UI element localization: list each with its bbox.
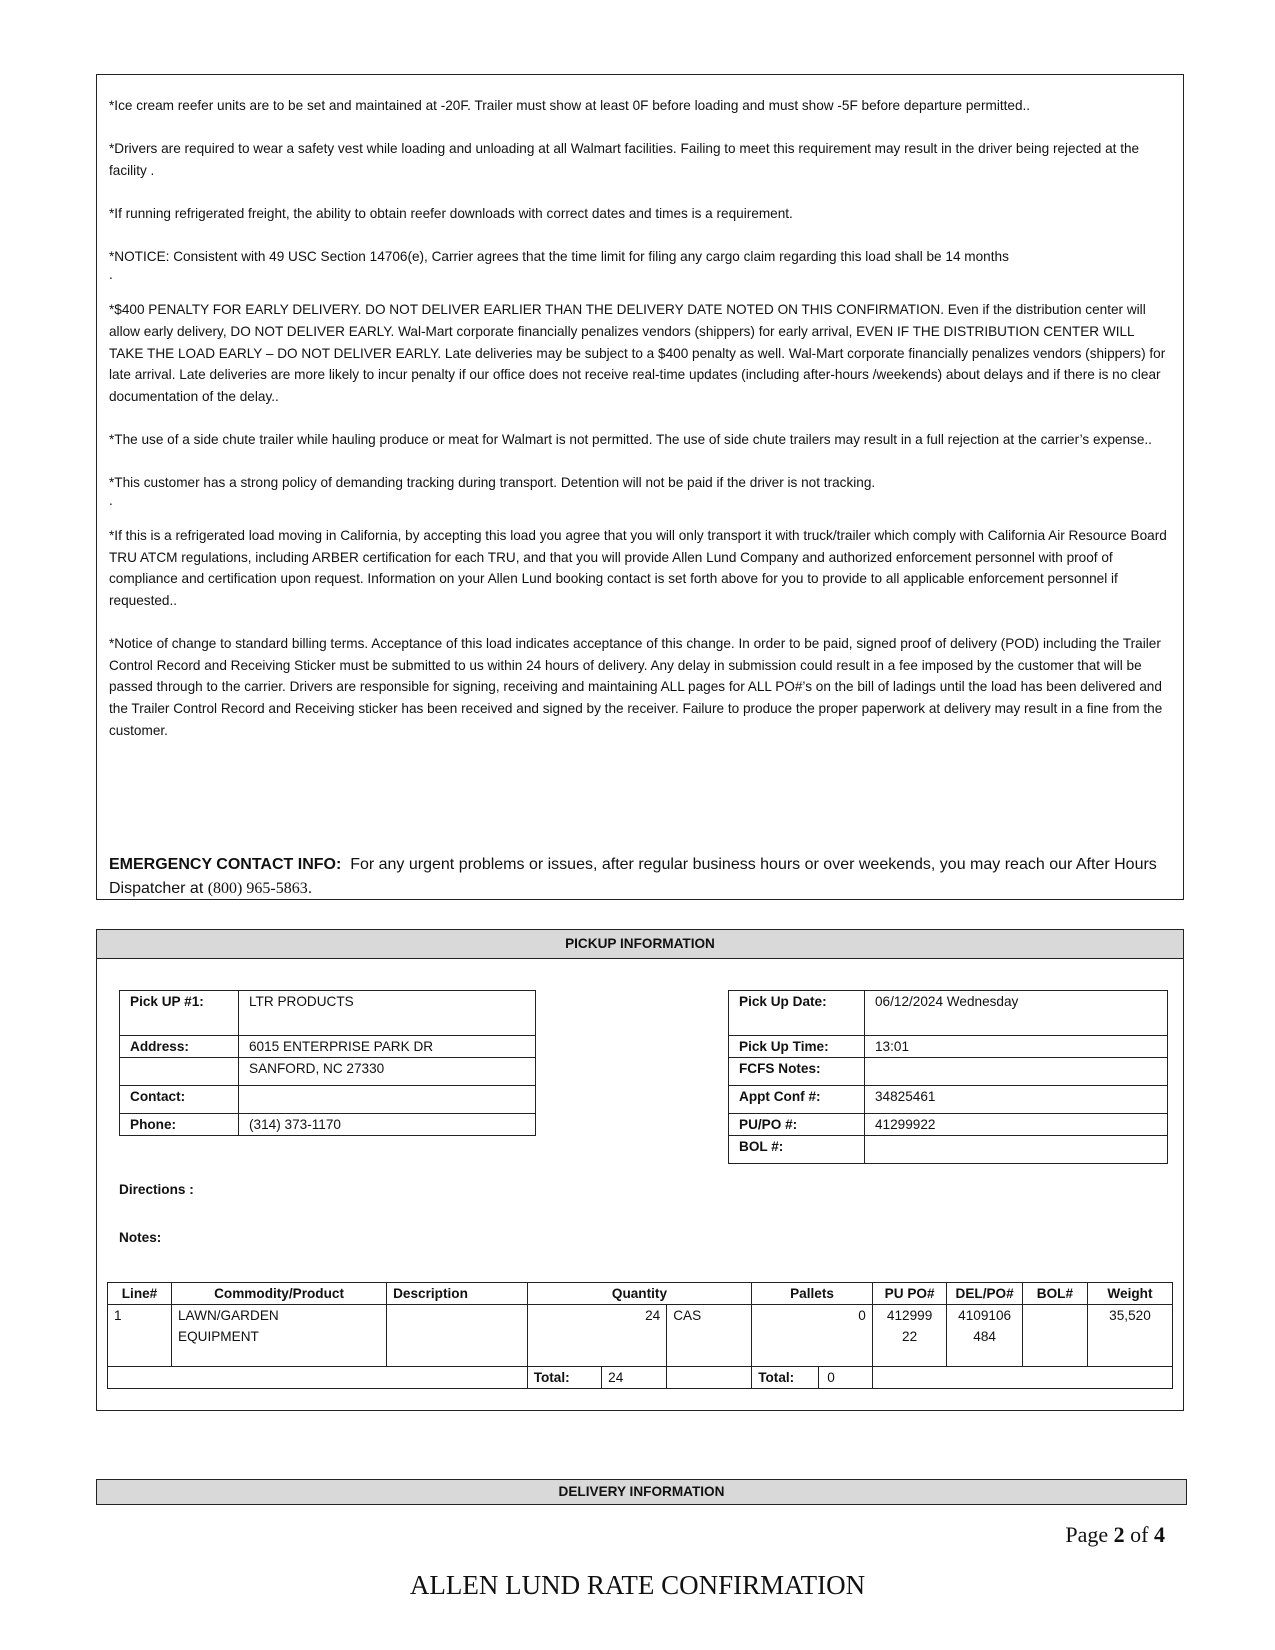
pallet-total xyxy=(752,1367,873,1389)
pickup-location-table xyxy=(119,990,536,1136)
bol-value xyxy=(865,1136,1168,1164)
notice-text: *Drivers are required to wear a safety vest while loading and unloading at all Walmart facilities. Failing to meet this requirement may result in the driver being rejected at the facility . xyxy=(109,141,1140,178)
notice-paragraph xyxy=(109,246,1171,289)
emergency-contact xyxy=(109,853,1169,901)
notice-text: *Ice cream reefer units are to be set and maintained at -20F. Trailer must show at least 0F before loading and must show -5F before departure permitted.. xyxy=(109,98,1031,113)
item-description xyxy=(387,1305,528,1367)
item-pu-po xyxy=(872,1305,946,1367)
notice-paragraph xyxy=(109,95,1171,117)
commodity-header-row xyxy=(108,1283,1173,1305)
notice-text: *If running refrigerated freight, the ability to obtain reefer downloads with correct dates and times is a requirement. xyxy=(109,205,793,221)
totals-row xyxy=(108,1367,1173,1389)
totals-blank xyxy=(108,1367,528,1389)
notice-paragraph xyxy=(109,472,1171,515)
pallet-total-label: Total: xyxy=(752,1367,819,1388)
page-total: 4 xyxy=(1154,1522,1165,1547)
contact-label: Contact: xyxy=(120,1086,239,1114)
notice-text: *Notice of change to standard billing terms. Acceptance of this load indicates acceptance of this change. In order to be paid, signed proof of delivery (POD) including the Trailer Control Record and Receiving Sticker must be submitted to us within 24 hours of delivery. Any delay in submission could result in a fee imposed by the customer that will be passed through to the carrier. Drivers are responsible for signing, receiving and maintaining ALL pages for ALL PO#’s on the bill of ladings until the load has been delivered and the Trailer Control Record and Receiving sticker has been received and signed by the receiver. Failure to produce the proper paperwork at delivery may result in a fine from the customer. xyxy=(109,636,1163,738)
item-quantity: 24 xyxy=(527,1305,667,1367)
col-commodity: Commodity/Product xyxy=(172,1283,387,1305)
pickup-section xyxy=(96,929,1184,1411)
page-of: of xyxy=(1130,1522,1149,1547)
emergency-end: . xyxy=(307,880,313,897)
col-description: Description xyxy=(387,1283,528,1305)
notice-trailing-dot: . xyxy=(109,492,113,508)
item-bol xyxy=(1022,1305,1087,1367)
col-pu-po: PU PO# xyxy=(872,1283,946,1305)
pickup-time-value: 13:01 xyxy=(865,1036,1168,1058)
pallet-total-value: 0 xyxy=(827,1370,835,1385)
notice-text: *If this is a refrigerated load moving in California, by accepting this load you agree that you will only transport it with truck/trailer which comply with California Air Resource Board TRU ATCM regulations, including ARBER certification for each TRU, and that you will provide Allen Lund Company and authorized enforcement personnel with proof of compliance and certification upon request. Information on your Allen Lund booking contact is set forth above for you to provide to all applicable enforcement personnel if requested.. xyxy=(109,528,1167,609)
directions-label: Directions : xyxy=(119,1182,194,1197)
notice-text: *This customer has a strong policy of demanding tracking during transport. Detention will not be paid if the driver is not tracking. xyxy=(109,475,876,491)
emergency-phone: (800) 965-5863 xyxy=(207,880,308,897)
item-pu-po-line-2: 22 xyxy=(902,1329,918,1344)
pu-po-value: 41299922 xyxy=(865,1114,1168,1136)
phone-value: (314) 373-1170 xyxy=(239,1114,536,1136)
emergency-label: EMERGENCY CONTACT INFO: xyxy=(109,856,342,873)
col-line: Line# xyxy=(108,1283,172,1305)
terms-section xyxy=(96,74,1184,900)
notices-list xyxy=(109,95,1171,741)
notice-paragraph xyxy=(109,203,1171,225)
notice-paragraph xyxy=(109,429,1171,451)
item-pu-po-line-1: 412999 xyxy=(886,1308,933,1323)
item-del-po xyxy=(947,1305,1023,1367)
page-number xyxy=(1065,1522,1165,1548)
item-del-po-line-1: 4109106 xyxy=(958,1308,1012,1323)
notice-paragraph xyxy=(109,525,1171,611)
notice-paragraph xyxy=(109,633,1171,741)
appt-conf-label: Appt Conf #: xyxy=(729,1086,865,1114)
delivery-section-title: DELIVERY INFORMATION xyxy=(96,1479,1187,1505)
address-line-2: SANFORD, NC 27330 xyxy=(239,1058,536,1086)
item-commodity xyxy=(172,1305,387,1367)
col-del-po: DEL/PO# xyxy=(947,1283,1023,1305)
page-current: 2 xyxy=(1113,1522,1125,1547)
address-label: Address: xyxy=(120,1036,239,1058)
pickup-section-title: PICKUP INFORMATION xyxy=(97,930,1183,959)
phone-label: Phone: xyxy=(120,1114,239,1136)
contact-value xyxy=(239,1086,536,1114)
pickup-schedule-table xyxy=(728,990,1168,1164)
notice-text: *NOTICE: Consistent with 49 USC Section 14706(e), Carrier agrees that the time limit for filing any cargo claim regarding this load shall be 14 months xyxy=(109,249,1009,265)
notice-paragraph xyxy=(109,138,1171,181)
item-pallets: 0 xyxy=(752,1305,873,1367)
page-prefix: Page xyxy=(1065,1522,1109,1547)
qty-total-blank xyxy=(667,1367,752,1389)
emergency-text: For any urgent problems or issues, after regular business hours or over weekends, you may reach our After Hours Dispatcher at xyxy=(109,856,1157,897)
col-weight: Weight xyxy=(1087,1283,1172,1305)
item-unit: CAS xyxy=(667,1305,752,1367)
appt-conf-value: 34825461 xyxy=(865,1086,1168,1114)
document-title: ALLEN LUND RATE CONFIRMATION xyxy=(409,1570,866,1600)
col-pallets: Pallets xyxy=(752,1283,873,1305)
item-line: 1 xyxy=(108,1305,172,1367)
qty-total-value: 24 xyxy=(602,1367,667,1389)
item-del-po-line-2: 484 xyxy=(973,1329,996,1344)
pickup-number-label: Pick UP #1: xyxy=(120,991,239,1036)
pickup-date-value: 06/12/2024 Wednesday xyxy=(865,991,1168,1036)
notice-text: *The use of a side chute trailer while hauling produce or meat for Walmart is not permitted. The use of side chute trailers may result in a full rejection at the carrier’s expense.. xyxy=(109,431,1152,447)
pickup-company: LTR PRODUCTS xyxy=(239,991,536,1036)
notes-label: Notes: xyxy=(119,1230,162,1245)
notice-paragraph xyxy=(109,299,1171,407)
item-commodity-line-2: EQUIPMENT xyxy=(178,1329,259,1344)
fcfs-notes-label: FCFS Notes: xyxy=(729,1058,865,1086)
qty-total-label: Total: xyxy=(527,1367,601,1389)
address-label-blank xyxy=(120,1058,239,1086)
commodity-table xyxy=(107,1282,1173,1389)
pickup-time-label: Pick Up Time: xyxy=(729,1036,865,1058)
pu-po-label: PU/PO #: xyxy=(729,1114,865,1136)
bol-label: BOL #: xyxy=(729,1136,865,1164)
notice-text: *$400 PENALTY FOR EARLY DELIVERY. DO NOT DELIVER EARLIER THAN THE DELIVERY DATE NOTED ON THIS CONFIRMATION. Even if the distribution center will allow early delivery, DO NOT DELIVER EARLY. Wal-Mart corporate financially penalizes vendors (shippers) for early arrival, EVEN IF THE DISTRIBUTION CENTER WILL TAKE THE LOAD EARLY – DO NOT DELIVER EARLY. Late deliveries may be subject to a $400 penalty as well. Wal-Mart corporate financially penalizes vendors (shippers) for late arrival. Late deliveries are more likely to incur penalty if our office does not receive real-time updates (including after-hours /weekends) about delays and if there is no clear documentation of the delay.. xyxy=(109,302,1166,404)
item-commodity-line-1: LAWN/GARDEN xyxy=(178,1308,279,1323)
address-line-1: 6015 ENTERPRISE PARK DR xyxy=(239,1036,536,1058)
notice-trailing-dot: . xyxy=(109,266,113,282)
item-weight: 35,520 xyxy=(1087,1305,1172,1367)
col-quantity: Quantity xyxy=(527,1283,752,1305)
pickup-date-label: Pick Up Date: xyxy=(729,991,865,1036)
fcfs-notes-value xyxy=(865,1058,1168,1086)
table-row xyxy=(108,1305,1173,1367)
col-bol: BOL# xyxy=(1022,1283,1087,1305)
totals-tail-blank xyxy=(872,1367,1172,1389)
